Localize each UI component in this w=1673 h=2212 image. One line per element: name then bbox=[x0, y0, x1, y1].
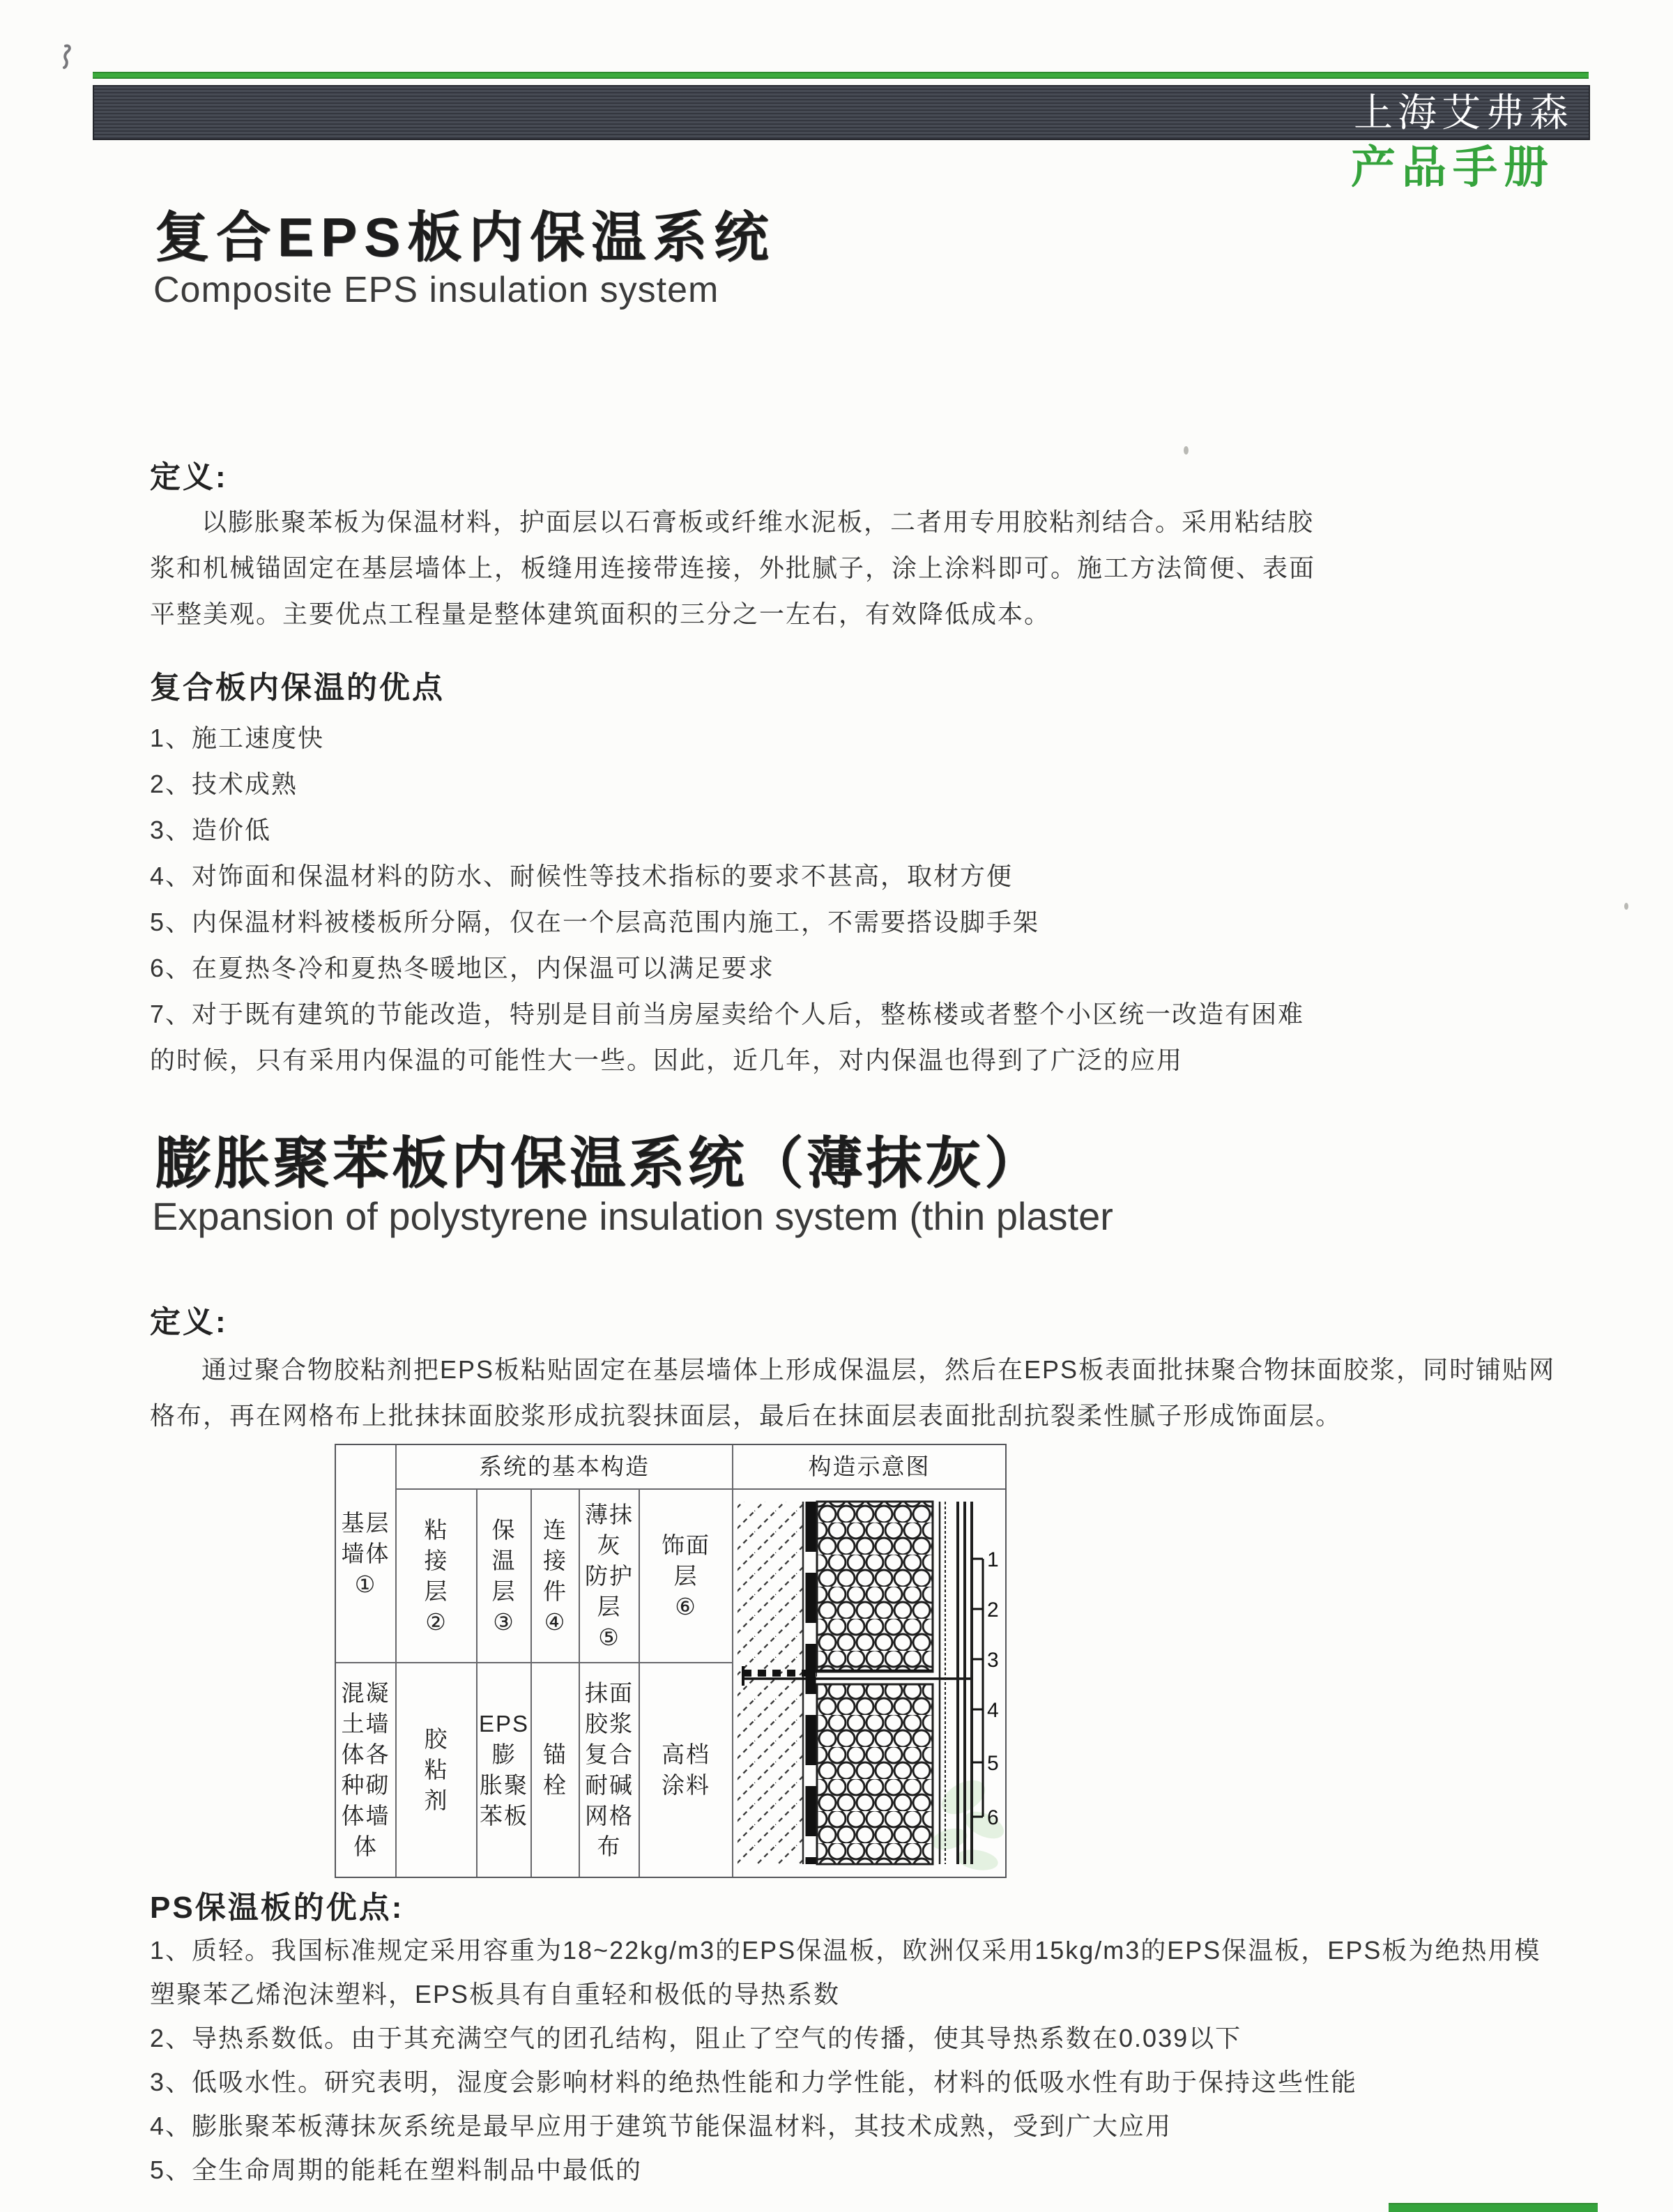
ps-advantages-list bbox=[150, 1928, 1541, 2192]
table-header-thin-plaster-layer: 薄抹 灰 防护 层 ⑤ bbox=[580, 1490, 640, 1663]
diagram-eps-board-lower bbox=[817, 1684, 933, 1864]
table-cell-eps-board: EPS 膨 胀聚 苯板 bbox=[478, 1663, 532, 1877]
definition1-paragraph bbox=[150, 499, 1315, 637]
list-item: 4、对饰面和保温材料的防水、耐候性等技术指标的要求不甚高，取材方便 bbox=[150, 862, 1014, 890]
ps-advantages-heading: PS保温板的优点: bbox=[150, 1891, 404, 1925]
section2-title-cn: 膨胀聚苯板内保温系统（薄抹灰） bbox=[155, 1132, 1044, 1194]
section2-title-en: Expansion of polystyrene insulation system (thin plaster bbox=[152, 1194, 1113, 1238]
list-item: 5、全生命周期的能耗在塑料制品中最低的 bbox=[150, 2156, 643, 2184]
definition2-heading: 定义: bbox=[150, 1305, 228, 1339]
section1-title-en: Composite EPS insulation system bbox=[153, 270, 719, 310]
diagram-label-2: 2 bbox=[987, 1599, 1000, 1622]
diagram-label-1: 1 bbox=[987, 1548, 1000, 1571]
paragraph-line: 通过聚合物胶粘剂把EPS板粘贴固定在基层墙体上形成保温层，然后在EPS板表面批抹聚合物抹面胶浆，同时铺贴网 bbox=[201, 1355, 1556, 1384]
table-header-base-wall: 基层 墙体 ① bbox=[336, 1445, 397, 1663]
manual-label: 产品手册 bbox=[1351, 142, 1554, 192]
list-item: 1、施工速度快 bbox=[150, 724, 325, 752]
diagram-base-wall bbox=[738, 1502, 803, 1864]
construction-diagram bbox=[733, 1490, 1005, 1877]
table-header-bond-layer: 粘 接 层 ② bbox=[397, 1490, 478, 1663]
list-item: 4、膨胀聚苯板薄抹灰系统是最早应用于建筑节能保温材料，其技术成熟，受到广大应用 bbox=[150, 2112, 1172, 2140]
paragraph-line: 格布，再在网格布上批抹抹面胶浆形成抗裂抹面层，最后在抹面层表面批刮抗裂柔性腻子形成饰面层。 bbox=[150, 1401, 1343, 1430]
table-cell-mesh-mortar: 抹面 胶浆 复合 耐碱 网格 布 bbox=[580, 1663, 640, 1877]
table-cell-anchor-bolt: 锚栓 bbox=[532, 1663, 580, 1877]
diagram-label-3: 3 bbox=[987, 1649, 1000, 1672]
definition1-heading: 定义: bbox=[150, 460, 228, 494]
paragraph-line: 平整美观。主要优点工程量是整体建筑面积的三分之一左右，有效降低成本。 bbox=[150, 600, 1051, 628]
list-item: 2、技术成熟 bbox=[150, 770, 298, 798]
paragraph-line: 以膨胀聚苯板为保温材料，护面层以石膏板或纤维水泥板，二者用专用胶粘剂结合。采用粘结胶 bbox=[201, 508, 1315, 536]
list-item-continuation: 塑聚苯乙烯泡沫塑料，EPS板具有自重轻和极低的导热系数 bbox=[150, 1980, 841, 2008]
table-header-construction: 系统的基本构造 bbox=[397, 1445, 733, 1490]
table-cell-coating: 高档 涂料 bbox=[640, 1663, 733, 1877]
list-item: 7、对于既有建筑的节能改造，特别是目前当房屋卖给个人后，整栋楼或者整个小区统一改造有困难 bbox=[150, 1000, 1305, 1028]
list-item: 1、质轻。我国标准规定采用容重为18~22kg/m3的EPS保温板，欧洲仅采用15kg/m3的EPS保温板，EPS板为绝热用模 bbox=[150, 1936, 1541, 1965]
scan-speck bbox=[1624, 903, 1628, 910]
table-header-diagram: 构造示意图 bbox=[733, 1445, 1005, 1490]
definition2-paragraph bbox=[150, 1347, 1555, 1439]
brand-name: 上海艾弗森 bbox=[1354, 90, 1573, 135]
list-item: 2、导热系数低。由于其充满空气的团孔结构，阻止了空气的传播，使其导热系数在0.039以下 bbox=[150, 2024, 1242, 2052]
system-construction-table bbox=[335, 1444, 1007, 1878]
table-cell-adhesive: 胶 粘 剂 bbox=[397, 1663, 478, 1877]
list-item: 6、在夏热冬冷和夏热冬暖地区，内保温可以满足要求 bbox=[150, 954, 775, 982]
list-item: 3、低吸水性。研究表明，湿度会影响材料的绝热性能和力学性能，材料的低吸水性有助于保持这些性能 bbox=[150, 2068, 1358, 2096]
section1-title-cn: 复合EPS板内保温系统 bbox=[155, 206, 776, 268]
list-item: 5、内保温材料被楼板所分隔，仅在一个层高范围内施工，不需要搭设脚手架 bbox=[150, 908, 1040, 936]
scan-speck bbox=[1184, 446, 1189, 455]
table-header-finish-layer: 饰面 层 ⑥ bbox=[640, 1490, 733, 1663]
list-item: 3、造价低 bbox=[150, 816, 272, 844]
table-cell-base-wall-types: 混凝 土墙 体各 种砌 体墙 体 bbox=[336, 1663, 397, 1877]
table-header-connector: 连 接 件 ④ bbox=[532, 1490, 580, 1663]
diagram-leader-bracket bbox=[972, 1559, 983, 1817]
brand-bar bbox=[93, 85, 1590, 140]
table-header-insulation-layer: 保 温 层 ③ bbox=[478, 1490, 532, 1663]
diagram-eps-board-upper bbox=[817, 1502, 933, 1672]
construction-diagram-cell bbox=[733, 1490, 1005, 1877]
diagram-label-5: 5 bbox=[987, 1752, 1000, 1775]
scan-artifact-mark bbox=[59, 43, 75, 75]
advantages-list bbox=[150, 715, 1304, 1083]
advantages-heading: 复合板内保温的优点 bbox=[150, 671, 445, 705]
footer-green-bar bbox=[1389, 2203, 1598, 2212]
diagram-label-4: 4 bbox=[987, 1699, 1000, 1722]
diagram-label-6: 6 bbox=[987, 1806, 1000, 1829]
list-item-continuation: 的时候，只有采用内保温的可能性大一些。因此，近几年，对内保温也得到了广泛的应用 bbox=[150, 1046, 1184, 1074]
paragraph-line: 浆和机械锚固定在基层墙体上，板缝用连接带连接，外批腻子，涂上涂料即可。施工方法简便、表面 bbox=[150, 554, 1316, 582]
header-green-rule bbox=[93, 72, 1589, 79]
